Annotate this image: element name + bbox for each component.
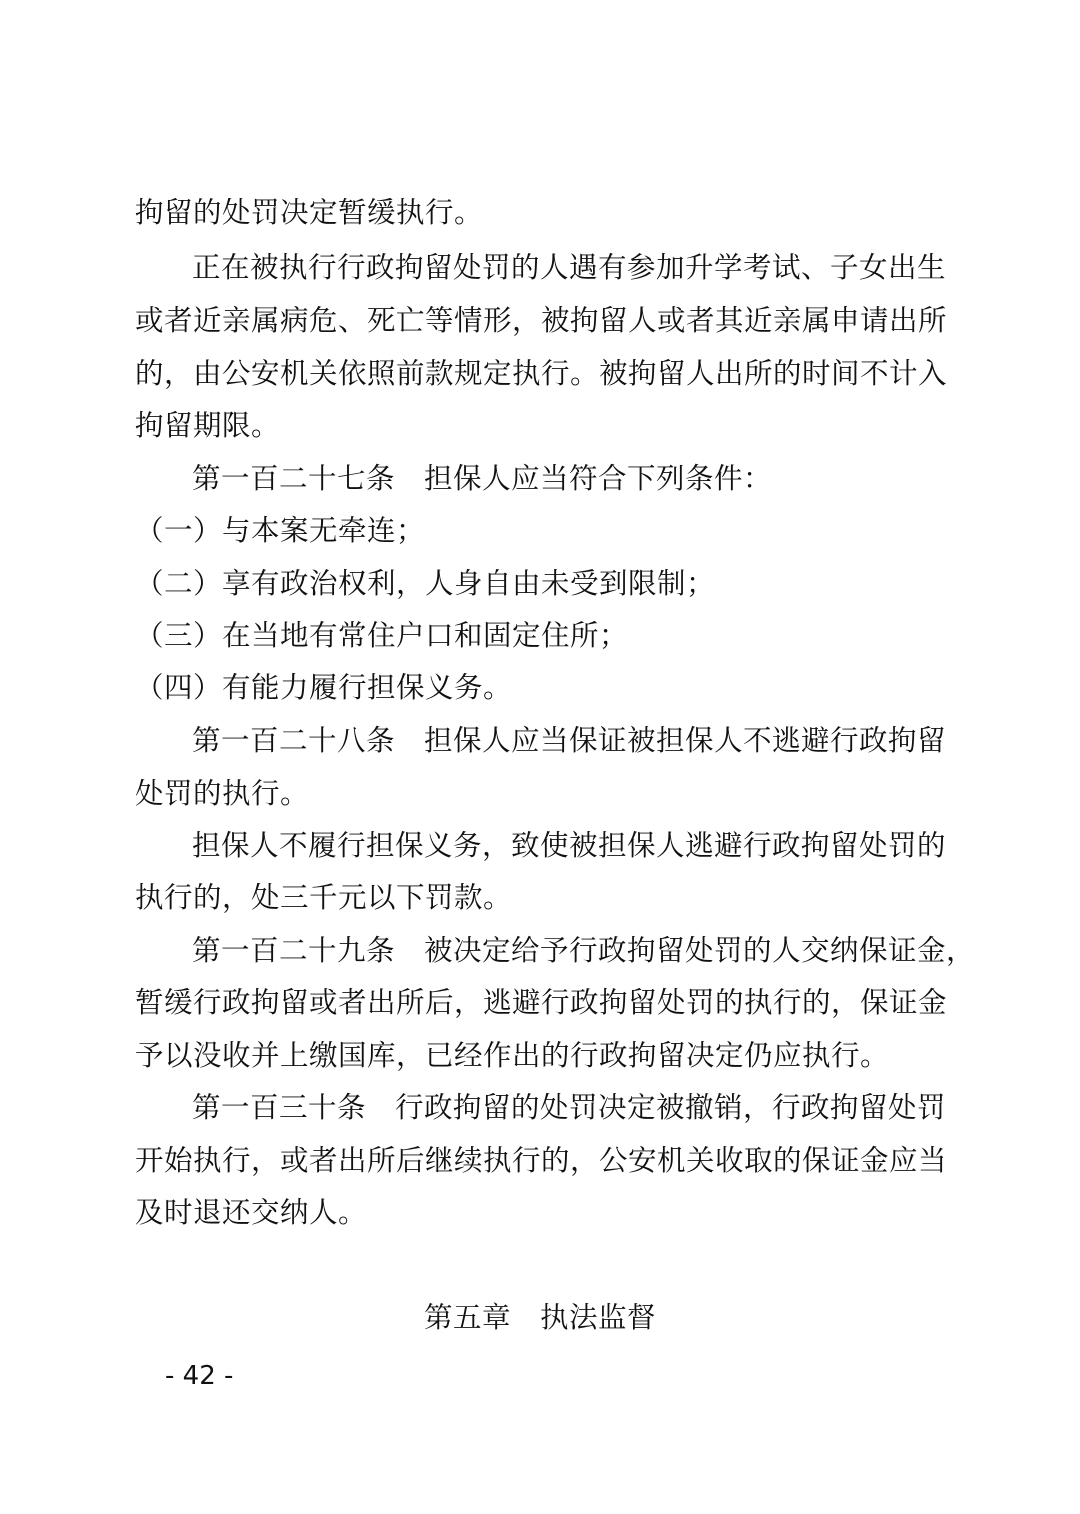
text-line: 暂缓行政拘留或者出所后，逃避行政拘留处罚的执行的，保证金 [135,986,948,1019]
text-line: 及时退还交纳人。 [135,1196,368,1229]
text-line: 予以没收并上缴国库，已经作出的行政拘留决定仍应执行。 [135,1039,890,1072]
list-item: （四）有能力履行担保义务。 [135,671,513,704]
article-129-heading: 第一百二十九条 被决定给予行政拘留处罚的人交纳保证金， [192,934,976,967]
article-127-heading: 第一百二十七条 担保人应当符合下列条件： [192,462,773,495]
page-number: - 42 - [165,1361,234,1391]
text-line: 正在被执行行政拘留处罚的人遇有参加升学考试、子女出生 [192,251,947,284]
list-item: （二）享有政治权利，人身自由未受到限制； [135,567,716,600]
article-128-heading: 第一百二十八条 担保人应当保证被担保人不逃避行政拘留 [192,724,947,757]
text-line: 拘留的处罚决定暂缓执行。 [135,196,484,229]
text-line: 拘留期限。 [135,409,281,442]
text-line: 的，由公安机关依照前款规定执行。被拘留人出所的时间不计入 [135,357,948,390]
chapter-title: 第五章 执法监督 [423,1301,656,1334]
text-line: 担保人不履行担保义务，致使被担保人逃避行政拘留处罚的 [192,829,947,862]
list-item: （一）与本案无牵连； [135,514,426,547]
text-line: 开始执行，或者出所后继续执行的，公安机关收取的保证金应当 [135,1144,948,1177]
text-line: 或者近亲属病危、死亡等情形，被拘留人或者其近亲属申请出所 [135,304,948,337]
article-130-heading: 第一百三十条 行政拘留的处罚决定被撤销，行政拘留处罚 [192,1091,947,1124]
text-line: 处罚的执行。 [135,777,310,810]
text-line: 执行的，处三千元以下罚款。 [135,881,513,914]
list-item: （三）在当地有常住户口和固定住所； [135,619,629,652]
